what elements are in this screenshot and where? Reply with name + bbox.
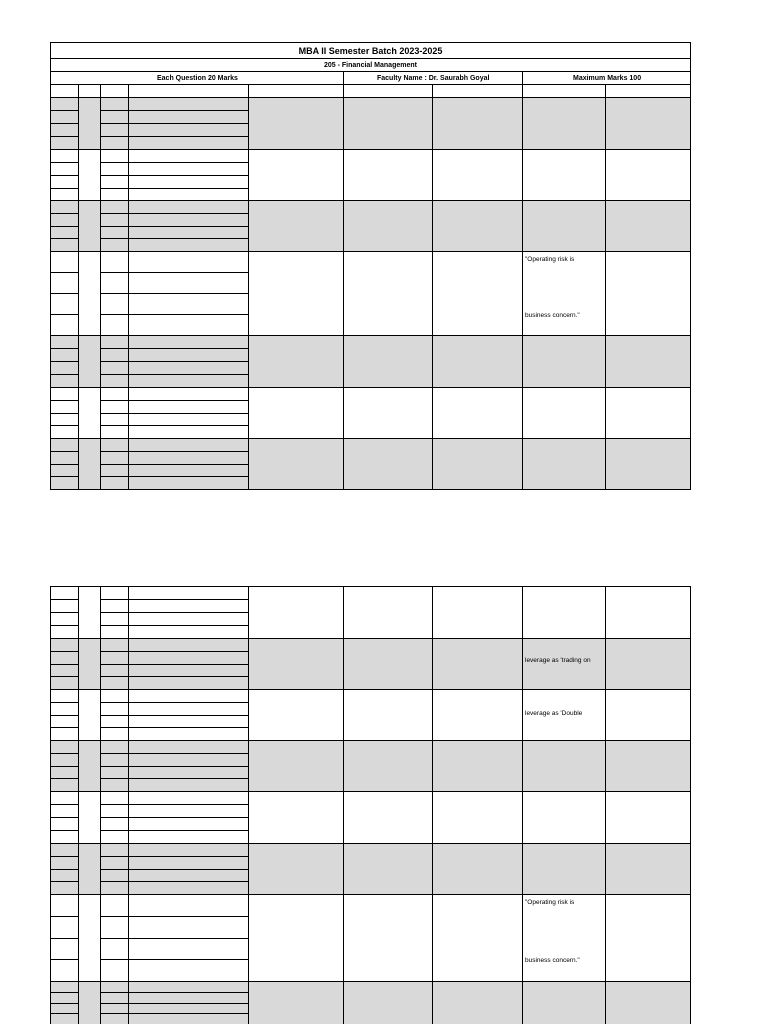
note-operating-risk-2a: "Operating risk is: [525, 899, 575, 906]
note-trading-on: leverage as 'trading on: [525, 657, 591, 664]
subject-line: 205 - Financial Management: [50, 58, 691, 72]
maximum-marks: Maximum Marks 100: [573, 75, 642, 82]
note-operating-risk-1b: business concern.": [525, 312, 580, 319]
note-operating-risk-2b: business concern.": [525, 957, 580, 964]
note-double: leverage as 'Double: [525, 710, 583, 717]
shaded-block-bg: [50, 438, 691, 489]
faculty-name: Faculty Name : Dr. Saurabh Goyal: [377, 75, 490, 82]
shaded-block-bg: [50, 740, 691, 791]
shaded-block-bg: [50, 638, 691, 689]
shaded-block-bg: [50, 200, 691, 251]
shaded-block-bg: [50, 843, 691, 894]
note-operating-risk-1a: "Operating risk is: [525, 256, 575, 263]
shaded-block-bg: [50, 981, 691, 1024]
sheet-title: MBA II Semester Batch 2023-2025: [50, 42, 691, 59]
marks-per-question: Each Question 20 Marks: [157, 75, 238, 82]
